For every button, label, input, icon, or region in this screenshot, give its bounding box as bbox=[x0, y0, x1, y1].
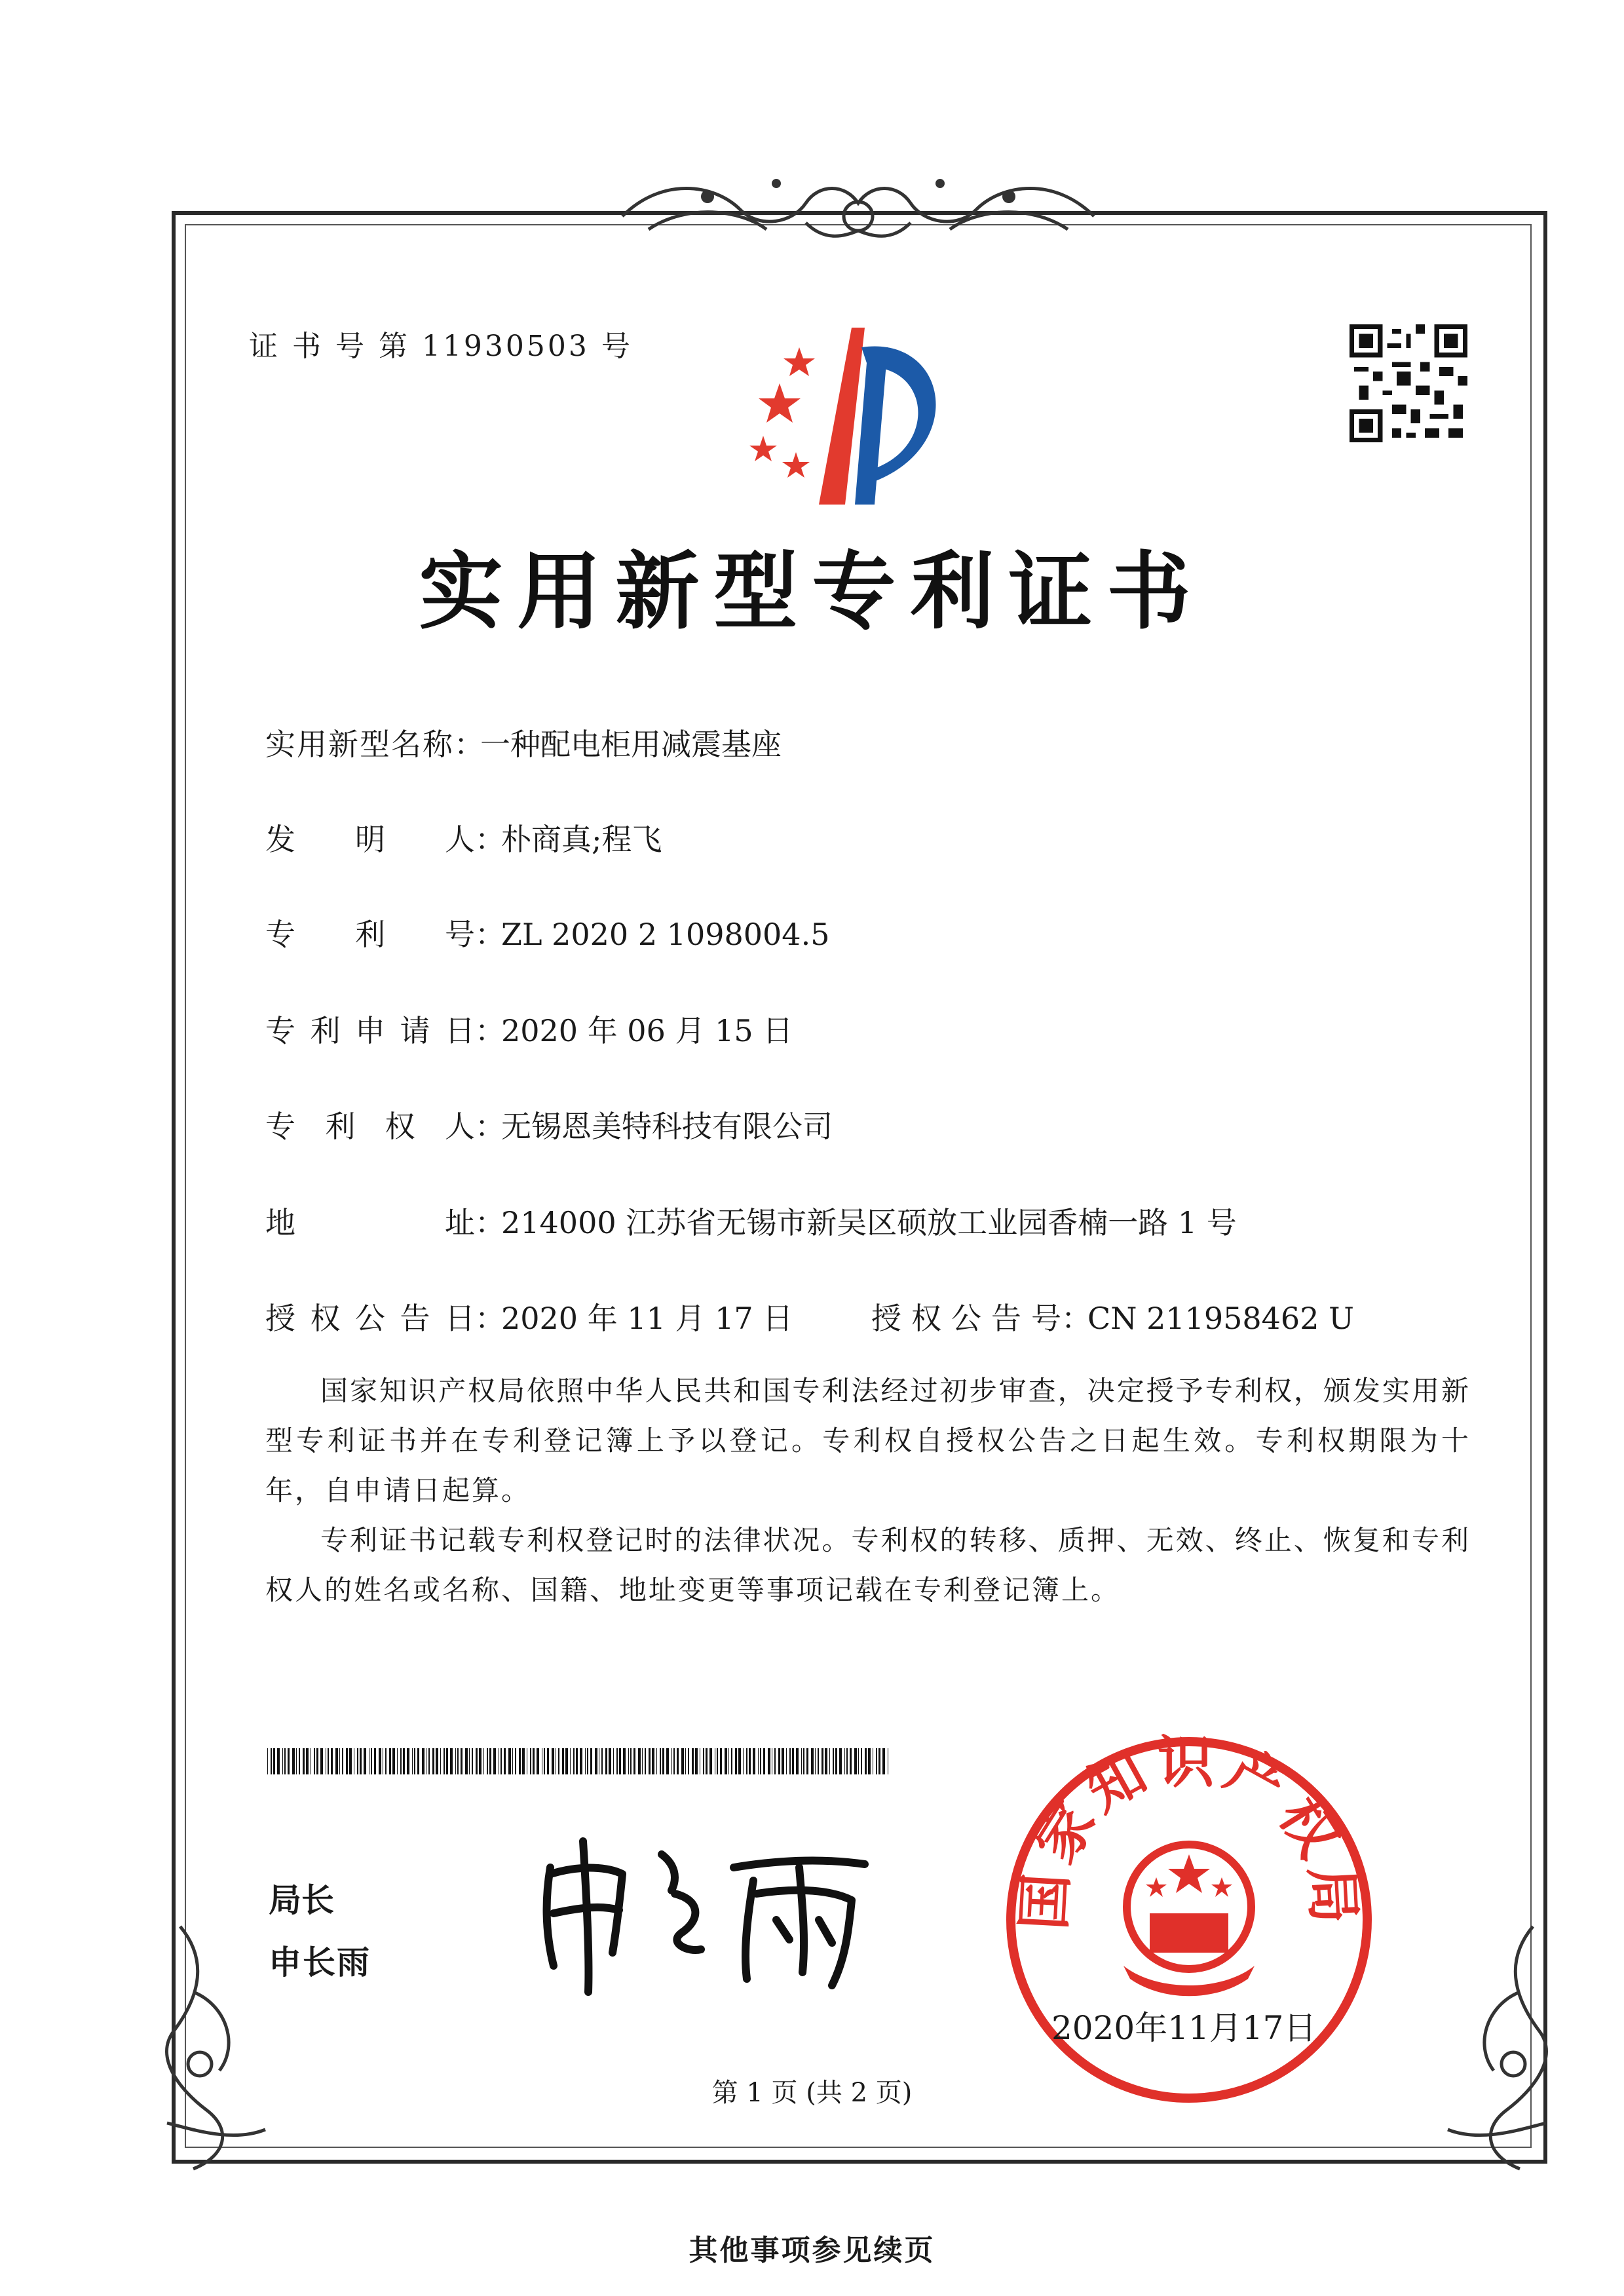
barcode-bar bbox=[811, 1748, 814, 1774]
barcode-bar bbox=[662, 1748, 664, 1774]
barcode-bar bbox=[504, 1748, 506, 1774]
field-grant-date bbox=[265, 1295, 793, 1338]
field-value: 2020 年 06 月 15 日 bbox=[501, 1013, 793, 1048]
barcode-bar bbox=[876, 1748, 877, 1774]
barcode-bar bbox=[446, 1748, 448, 1774]
barcode-bar bbox=[671, 1748, 672, 1774]
field-colon: ： bbox=[475, 1205, 505, 1240]
barcode-bar bbox=[861, 1748, 862, 1774]
field-value: 2020 年 11 月 17 日 bbox=[501, 1301, 793, 1336]
barcode-bar bbox=[623, 1748, 626, 1774]
barcode-bar bbox=[455, 1748, 456, 1774]
barcode-bar bbox=[605, 1748, 607, 1774]
barcode-bar bbox=[709, 1748, 712, 1774]
barcode-bar bbox=[519, 1748, 521, 1774]
barcode-bar bbox=[829, 1748, 830, 1774]
barcode-bar bbox=[360, 1748, 362, 1774]
barcode-bar bbox=[782, 1748, 784, 1774]
field-value: 一种配电柜用减震基座 bbox=[480, 727, 782, 762]
barcode-bar bbox=[846, 1748, 848, 1774]
ornament-icon bbox=[154, 1913, 285, 2175]
barcode-bar bbox=[587, 1748, 588, 1774]
field-value: ZL 2020 2 1098004.5 bbox=[501, 917, 830, 952]
field-label: 授权公告日 bbox=[265, 1301, 475, 1336]
barcode-bar bbox=[537, 1748, 539, 1774]
barcode-bar bbox=[681, 1748, 684, 1774]
barcode-bar bbox=[364, 1748, 366, 1774]
barcode-bar bbox=[585, 1748, 586, 1774]
barcode-bar bbox=[483, 1748, 484, 1774]
barcode-bar bbox=[717, 1748, 718, 1774]
barcode-bar bbox=[335, 1748, 338, 1774]
barcode-bar bbox=[801, 1748, 802, 1774]
barcode-bar bbox=[457, 1748, 459, 1774]
barcode-bar bbox=[854, 1748, 857, 1774]
barcode-bar bbox=[613, 1748, 614, 1774]
barcode-bar bbox=[774, 1748, 776, 1774]
field-colon: ： bbox=[475, 822, 505, 857]
barcode-bar bbox=[472, 1748, 473, 1774]
barcode-bar bbox=[476, 1748, 478, 1774]
barcode-bar bbox=[530, 1748, 531, 1774]
barcode-bar bbox=[792, 1748, 794, 1774]
barcode-bar bbox=[374, 1748, 376, 1774]
barcode-bar bbox=[379, 1748, 381, 1774]
signature-icon bbox=[524, 1828, 891, 1999]
barcode-bar bbox=[320, 1748, 323, 1774]
field-colon: ： bbox=[475, 1109, 505, 1144]
page-indicator: 第 1 页 (共 2 页) bbox=[711, 2078, 913, 2108]
field-label: 专利权人 bbox=[265, 1109, 475, 1144]
certificate-number: 证 书 号 第 11930503 号 bbox=[249, 330, 633, 363]
field-value: 朴商真;程飞 bbox=[501, 822, 662, 857]
barcode-bar bbox=[616, 1748, 618, 1774]
barcode-bar bbox=[796, 1748, 799, 1774]
barcode-bar bbox=[357, 1748, 358, 1774]
barcode-bar bbox=[547, 1748, 549, 1774]
barcode-bar bbox=[656, 1748, 657, 1774]
barcode-bar bbox=[371, 1748, 372, 1774]
barcode-bar bbox=[346, 1748, 348, 1774]
field-label: 专利申请日 bbox=[265, 1013, 475, 1048]
barcode-bar bbox=[570, 1748, 571, 1774]
barcode-bar bbox=[619, 1748, 621, 1774]
seal-date: 2020年11月17日 bbox=[1051, 2009, 1317, 2047]
barcode-bar bbox=[436, 1748, 438, 1774]
barcode-bar bbox=[303, 1748, 305, 1774]
barcode-bar bbox=[299, 1748, 300, 1774]
barcode-bar bbox=[652, 1748, 654, 1774]
barcode-bar bbox=[858, 1748, 859, 1774]
barcode-bar bbox=[339, 1748, 340, 1774]
barcode-bar bbox=[835, 1748, 837, 1774]
field-label: 地址 bbox=[265, 1205, 475, 1240]
ornament-icon bbox=[1428, 1913, 1559, 2175]
barcode-bar bbox=[552, 1748, 554, 1774]
barcode-bar bbox=[397, 1748, 398, 1774]
barcode-bar bbox=[282, 1748, 283, 1774]
barcode-bar bbox=[677, 1748, 679, 1774]
barcode-bar bbox=[746, 1748, 747, 1774]
barcode-bar bbox=[815, 1748, 816, 1774]
barcode-bar bbox=[850, 1748, 852, 1774]
barcode-bar bbox=[417, 1748, 419, 1774]
barcode-bar bbox=[271, 1748, 272, 1774]
barcode-bar bbox=[628, 1748, 629, 1774]
barcode-bar bbox=[703, 1748, 704, 1774]
barcode-bar bbox=[440, 1748, 441, 1774]
field-label: 发明人 bbox=[265, 822, 475, 857]
field-label: 实用新型名称 bbox=[265, 727, 454, 762]
barcode-bar bbox=[580, 1748, 582, 1774]
body-paragraph: 专利证书记载专利权登记时的法律状况。专利权的转移、质押、无效、终止、恢复和专利权人的姓名或名称、国籍、地址变更等事项记载在专利登记簿上。 bbox=[265, 1524, 1471, 1606]
barcode-bar bbox=[328, 1748, 329, 1774]
field-patentee bbox=[265, 1103, 833, 1146]
barcode-bar bbox=[389, 1748, 391, 1774]
barcode-bar bbox=[576, 1748, 578, 1774]
barcode-bar bbox=[422, 1748, 425, 1774]
field-value: 无锡恩美特科技有限公司 bbox=[501, 1109, 833, 1144]
field-inventor bbox=[265, 816, 662, 859]
barcode-bar bbox=[500, 1748, 502, 1774]
barcode-bar bbox=[565, 1748, 568, 1774]
barcode-bar bbox=[695, 1748, 698, 1774]
barcode-bar bbox=[487, 1748, 488, 1774]
official-seal-icon bbox=[999, 1730, 1379, 2110]
barcode-bar bbox=[882, 1748, 885, 1774]
barcode-bar bbox=[609, 1748, 611, 1774]
barcode-bar bbox=[562, 1748, 564, 1774]
barcode-bar bbox=[660, 1748, 661, 1774]
barcode-bar bbox=[292, 1748, 295, 1774]
barcode-bar bbox=[403, 1748, 405, 1774]
barcode-bar bbox=[489, 1748, 491, 1774]
barcode-bar bbox=[461, 1748, 463, 1774]
barcode-bar bbox=[573, 1748, 575, 1774]
barcode-bar bbox=[508, 1748, 511, 1774]
barcode-bar bbox=[789, 1748, 791, 1774]
barcode-bar bbox=[649, 1748, 651, 1774]
barcode-bar bbox=[642, 1748, 643, 1774]
barcode-bar bbox=[738, 1748, 741, 1774]
barcode-bar bbox=[479, 1748, 482, 1774]
barcode-icon bbox=[267, 1748, 890, 1774]
barcode-bar bbox=[803, 1748, 804, 1774]
field-colon: ： bbox=[454, 727, 484, 762]
barcode-bar bbox=[839, 1748, 842, 1774]
barcode-bar bbox=[469, 1748, 470, 1774]
barcode-bar bbox=[768, 1748, 770, 1774]
director-name: 申长雨 bbox=[269, 1943, 371, 1981]
barcode-bar bbox=[493, 1748, 496, 1774]
barcode-bar bbox=[758, 1748, 759, 1774]
barcode-bar bbox=[558, 1748, 559, 1774]
field-colon: ： bbox=[1061, 1301, 1091, 1336]
barcode-bar bbox=[868, 1748, 871, 1774]
barcode-bar bbox=[601, 1748, 603, 1774]
barcode-bar bbox=[760, 1748, 761, 1774]
barcode-bar bbox=[825, 1748, 827, 1774]
barcode-bar bbox=[342, 1748, 343, 1774]
barcode-bar bbox=[749, 1748, 751, 1774]
field-utility-model-name bbox=[265, 721, 782, 764]
barcode-bar bbox=[273, 1748, 275, 1774]
barcode-bar bbox=[685, 1748, 686, 1774]
barcode-bar bbox=[306, 1748, 309, 1774]
ornament-icon bbox=[609, 157, 1107, 256]
barcode-bar bbox=[731, 1748, 732, 1774]
barcode-bar bbox=[428, 1748, 430, 1774]
barcode-bar bbox=[778, 1748, 780, 1774]
barcode-bar bbox=[735, 1748, 737, 1774]
barcode-bar bbox=[414, 1748, 415, 1774]
barcode-bar bbox=[331, 1748, 333, 1774]
barcode-bar bbox=[743, 1748, 744, 1774]
barcode-bar bbox=[512, 1748, 513, 1774]
body-paragraph: 国家知识产权局依照中华人民共和国专利法经过初步审查，决定授予专利权，颁发实用新型专利证书并在专利登记簿上予以登记。专利权自授权公告之日起生效。专利权期限为十年，自申请日起算。 bbox=[265, 1375, 1471, 1506]
field-label: 授权公告号 bbox=[871, 1301, 1061, 1336]
barcode-bar bbox=[763, 1748, 765, 1774]
barcode-bar bbox=[277, 1748, 280, 1774]
certificate-body bbox=[265, 1366, 1471, 1615]
page-title: 实用新型专利证书 bbox=[419, 543, 1205, 641]
barcode-bar bbox=[544, 1748, 545, 1774]
barcode-bar bbox=[673, 1748, 675, 1774]
barcode-bar bbox=[753, 1748, 755, 1774]
barcode-bar bbox=[522, 1748, 525, 1774]
barcode-bar bbox=[385, 1748, 387, 1774]
barcode-bar bbox=[288, 1748, 290, 1774]
barcode-bar bbox=[806, 1748, 808, 1774]
svg-text:国家知识产权局: 国家知识产权局 bbox=[1011, 1730, 1367, 1932]
barcode-bar bbox=[432, 1748, 434, 1774]
field-address bbox=[265, 1199, 1237, 1242]
barcode-bar bbox=[645, 1748, 646, 1774]
field-value: 214000 江苏省无锡市新吴区硕放工业园香楠一路 1 号 bbox=[501, 1205, 1237, 1240]
barcode-bar bbox=[296, 1748, 297, 1774]
barcode-bar bbox=[316, 1748, 318, 1774]
barcode-bar bbox=[450, 1748, 453, 1774]
barcode-bar bbox=[595, 1748, 597, 1774]
barcode-bar bbox=[878, 1748, 880, 1774]
qr-code-icon bbox=[1350, 324, 1467, 442]
barcode-bar bbox=[349, 1748, 352, 1774]
barcode-bar bbox=[638, 1748, 641, 1774]
barcode-bar bbox=[267, 1748, 268, 1774]
director-title: 局长 bbox=[269, 1881, 334, 1919]
barcode-bar bbox=[284, 1748, 286, 1774]
barcode-bar bbox=[400, 1748, 402, 1774]
barcode-bar bbox=[833, 1748, 834, 1774]
field-patent-number bbox=[265, 911, 829, 954]
barcode-bar bbox=[666, 1748, 669, 1774]
barcode-bar bbox=[314, 1748, 315, 1774]
barcode-bar bbox=[720, 1748, 722, 1774]
barcode-bar bbox=[688, 1748, 689, 1774]
barcode-bar bbox=[465, 1748, 468, 1774]
barcode-bar bbox=[633, 1748, 635, 1774]
field-value: CN 211958462 U bbox=[1087, 1301, 1354, 1336]
barcode-bar bbox=[533, 1748, 535, 1774]
field-publication-number bbox=[871, 1295, 1354, 1338]
barcode-bar bbox=[392, 1748, 395, 1774]
barcode-bar bbox=[444, 1748, 445, 1774]
barcode-bar bbox=[692, 1748, 694, 1774]
barcode-bar bbox=[844, 1748, 845, 1774]
barcode-bar bbox=[407, 1748, 409, 1774]
cnipa-logo-icon bbox=[734, 321, 983, 511]
field-colon: ： bbox=[475, 917, 505, 952]
barcode-bar bbox=[786, 1748, 787, 1774]
barcode-bar bbox=[725, 1748, 727, 1774]
barcode-bar bbox=[590, 1748, 592, 1774]
barcode-bar bbox=[818, 1748, 819, 1774]
barcode-bar bbox=[630, 1748, 632, 1774]
field-colon: ： bbox=[475, 1301, 505, 1336]
field-colon: ： bbox=[475, 1013, 505, 1048]
barcode-bar bbox=[515, 1748, 516, 1774]
barcode-bar bbox=[412, 1748, 413, 1774]
barcode-bar bbox=[728, 1748, 729, 1774]
barcode-bar bbox=[821, 1748, 823, 1774]
barcode-bar bbox=[706, 1748, 708, 1774]
footer-note: 其他事项参见续页 bbox=[689, 2234, 935, 2267]
barcode-bar bbox=[865, 1748, 867, 1774]
field-label: 专利号 bbox=[265, 917, 475, 952]
field-application-date bbox=[265, 1007, 793, 1050]
